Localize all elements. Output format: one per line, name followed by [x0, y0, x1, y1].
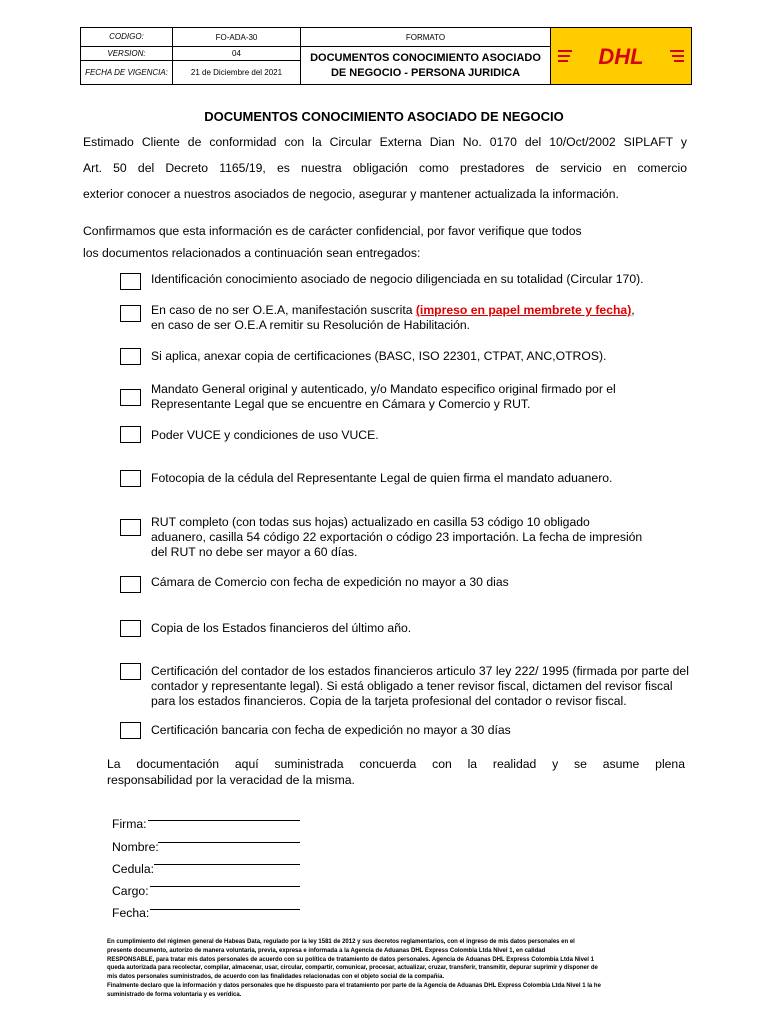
- dhl-logo-text: DHL: [598, 44, 644, 69]
- intro-line: exterior conocer a nuestros asociados de negocio, asegurar y mantener actualizada la información.: [83, 187, 619, 201]
- fecha-value: 21 de Diciembre del 2021: [173, 61, 301, 85]
- item-line-text: En caso de no ser O.E.A, manifestación suscrita: [151, 303, 416, 317]
- cedula-field[interactable]: [154, 864, 300, 865]
- firma-label: Firma:: [112, 817, 147, 831]
- item-line: RUT completo (con todas sus hojas) actualizado en casilla 53 código 10 obligado: [151, 515, 590, 529]
- item-text: [151, 272, 691, 287]
- item-text: [151, 723, 691, 738]
- intro-paragraph: [83, 129, 687, 207]
- confirm-line: los documentos relacionados a continuación sean entregados:: [83, 246, 421, 260]
- item-line: Cámara de Comercio con fecha de expedición no mayor a 30 dias: [151, 575, 509, 589]
- item-line: del RUT no debe ser mayor a 60 días.: [151, 545, 358, 559]
- highlight-text: (impreso en papel membrete y fecha): [415, 303, 632, 317]
- legal-line: mis datos personales suministrados, de acuerdo con las finalidades relacionadas con el objeto social de la compañía.: [107, 974, 445, 981]
- item-line-text: ,: [631, 303, 635, 317]
- item-line: Si aplica, anexar copia de certificaciones (BASC, ISO 22301, CTPAT, ANC,OTROS).: [151, 349, 607, 363]
- item-text: [151, 382, 691, 412]
- checkbox[interactable]: [120, 273, 141, 290]
- document-title: DOCUMENTOS CONOCIMIENTO ASOCIADO DE NEGOCIO: [204, 109, 564, 124]
- header-title-line1: DOCUMENTOS CONOCIMIENTO ASOCIADO: [310, 51, 541, 64]
- version-label: VERSION:: [81, 47, 173, 61]
- intro-line: Estimado Cliente de conformidad con la Circular Externa Dian No. 0170 del 10/Oct/2002 SIPLAFT y: [83, 135, 687, 149]
- firma-field[interactable]: [148, 820, 300, 821]
- dhl-logo-cell: [551, 28, 692, 85]
- item-text: [151, 471, 691, 486]
- nombre-field[interactable]: [158, 842, 300, 843]
- legal-line: Finalmente declaro que la información y datos personales que he dispuesto para el tratamiento por parte de la Agencia de Aduanas DHL Express Colombia Ltda Nivel 1 la he: [107, 982, 601, 989]
- dhl-logo: [551, 28, 691, 84]
- checkbox[interactable]: [120, 305, 141, 322]
- closing-line: La documentación aquí suministrada concuerda con la realidad y se asume plena: [107, 757, 685, 771]
- header-table: [80, 27, 692, 85]
- fecha-label: Fecha:: [112, 906, 150, 920]
- nombre-label: Nombre:: [112, 840, 159, 854]
- checkbox[interactable]: [120, 470, 141, 487]
- legal-line: queda autorizada para recolectar, compilar, almacenar, usar, circular, compartir, comunicar, procesar, actualizar, cruzar, transferir, transmitir, depurar suprimir y disponer de: [107, 965, 598, 972]
- item-line: Poder VUCE y condiciones de uso VUCE.: [151, 428, 379, 442]
- item-text: [151, 515, 691, 560]
- codigo-label: CODIGO:: [81, 28, 173, 47]
- item-line: para los estados financieros. Copia de la tarjeta profesional del contador o revisor fiscal.: [151, 694, 627, 708]
- checkbox[interactable]: [120, 722, 141, 739]
- item-text: [151, 303, 691, 333]
- cedula-label: Cedula:: [112, 862, 155, 876]
- item-line: Identificación conocimiento asociado de negocio diligenciada en su totalidad (Circular 170).: [151, 272, 644, 286]
- closing-paragraph: [107, 756, 685, 788]
- codigo-value: FO-ADA-30: [173, 28, 301, 47]
- checkbox[interactable]: [120, 519, 141, 536]
- item-line: en caso de ser O.E.A remitir su Resolución de Habilitación.: [151, 318, 471, 332]
- legal-line: En cumplimiento del régimen general de Habeas Data, regulado por la ley 1581 de 2012 y sus decretos reglamentarios, con el ingreso de mis datos personales en el: [107, 939, 575, 945]
- item-text: [151, 575, 691, 590]
- checkbox[interactable]: [120, 348, 141, 365]
- confirm-line: Confirmamos que esta información es de carácter confidencial, por favor verifique que todos: [83, 224, 582, 238]
- dhl-logo-icon: [558, 42, 684, 70]
- item-text: [151, 428, 691, 443]
- closing-line: responsabilidad por la veracidad de la misma.: [107, 773, 355, 787]
- item-line: Mandato General original y autenticado, y/o Mandato especifico original firmado por el: [151, 382, 616, 396]
- legal-line: presente documento, autorizo de manera voluntaria, previa, expresa e informada a la Agencia de Aduanas DHL Express Colombia Ltda Nivel 1, en calidad: [107, 947, 546, 954]
- item-text: [151, 621, 691, 636]
- intro-line: Art. 50 del Decreto 1165/19, es nuestra obligación como prestadores de servicio en comercio: [83, 161, 687, 175]
- item-line: contador y representante legal). Si está obligado a tener revisor fiscal, dictamen del revisor fiscal: [151, 679, 673, 693]
- checkbox[interactable]: [120, 620, 141, 637]
- item-line: Fotocopia de la cédula del Representante Legal de quien firma el mandato aduanero.: [151, 471, 613, 485]
- formato-label: FORMATO: [301, 28, 551, 47]
- header-title: [301, 47, 551, 85]
- fecha-label: FECHA DE VIGENCIA:: [81, 61, 173, 85]
- fecha-field[interactable]: [150, 909, 300, 910]
- confirm-paragraph: [83, 220, 687, 264]
- item-line: Copia de los Estados financieros del último año.: [151, 621, 412, 635]
- cargo-label: Cargo:: [112, 884, 149, 898]
- item-line: aduanero, casilla 54 código 22 exportación o código 23 importación. La fecha de impresión: [151, 530, 643, 544]
- legal-line: RESPONSABLE, para tratar mis datos personales de acuerdo con su política de tratamiento de datos personales. Agencia de Aduanas DHL Express Colombia Ltda Nivel 1: [107, 956, 594, 963]
- legal-notice: [107, 938, 687, 1000]
- legal-line: suministrado de forma voluntaria y es verídica.: [107, 991, 242, 998]
- cargo-field[interactable]: [150, 886, 300, 887]
- checkbox[interactable]: [120, 426, 141, 443]
- header-title-line2: DE NEGOCIO - PERSONA JURIDICA: [330, 66, 521, 79]
- item-line: Certificación bancaria con fecha de expedición no mayor a 30 días: [151, 723, 511, 737]
- checkbox[interactable]: [120, 576, 141, 593]
- checkbox[interactable]: [120, 389, 141, 406]
- version-value: 04: [173, 47, 301, 61]
- item-line: Certificación del contador de los estados financieros articulo 37 ley 222/ 1995 (firmada por parte del: [151, 664, 689, 678]
- item-text: [151, 664, 691, 709]
- checkbox[interactable]: [120, 663, 141, 680]
- item-line: [151, 303, 691, 318]
- item-text: [151, 349, 691, 364]
- item-line: Representante Legal que se encuentre en Cámara y Comercio y RUT.: [151, 397, 531, 411]
